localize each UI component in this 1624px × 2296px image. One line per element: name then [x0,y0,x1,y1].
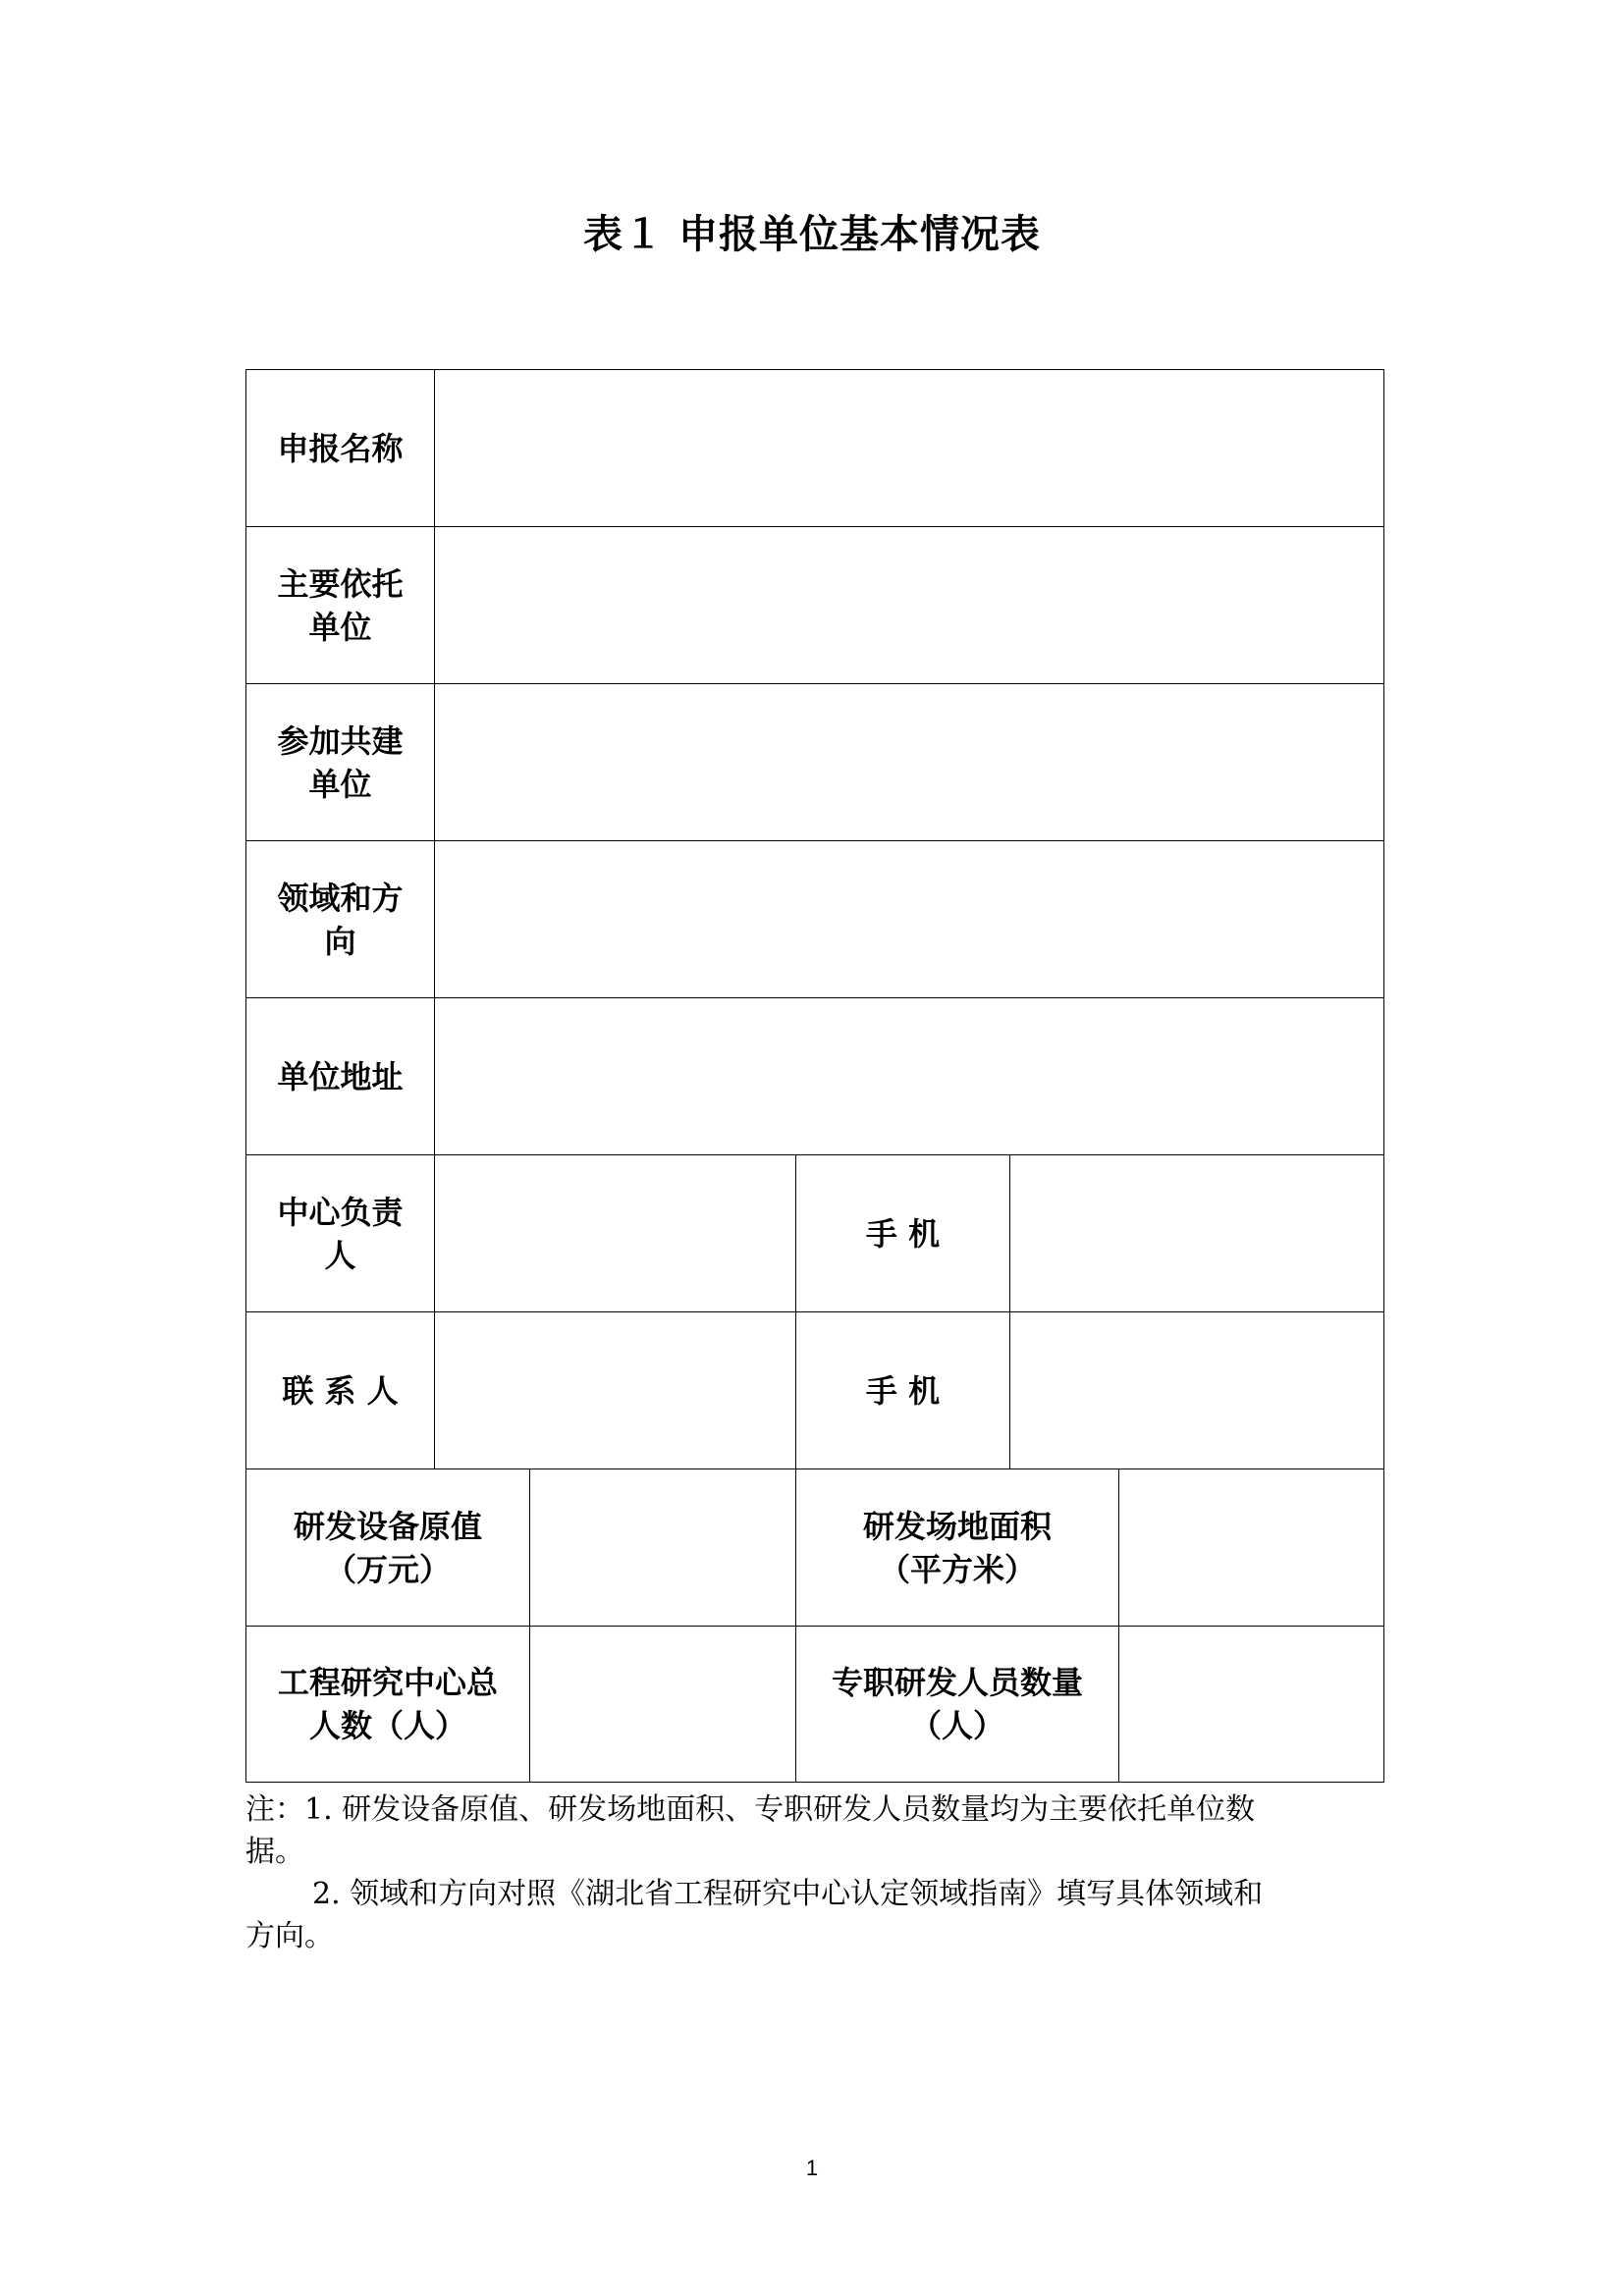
total-staff-field[interactable] [529,1626,796,1783]
label-line: 手 机 [865,1371,941,1410]
label-line: 研发场地面积 [862,1507,1052,1545]
label-line: 向 [324,922,356,960]
co-building-units-field[interactable] [434,683,1384,841]
label-center-leader [245,1154,435,1312]
label-contact-phone [795,1311,1010,1469]
label-leader-phone [795,1154,1010,1312]
leader-phone-field[interactable] [1009,1154,1384,1312]
label-total-staff [245,1626,530,1783]
note-2-line-2: 方向。 [245,1919,334,1953]
label-line: （平方米） [878,1550,1036,1588]
label-line: 单位地址 [277,1057,404,1095]
label-line: 单位 [308,608,372,646]
label-unit-address [245,997,435,1155]
label-line: 工程研究中心总 [277,1664,498,1701]
label-rd-site-area [795,1468,1119,1627]
rd-staff-count-field[interactable] [1118,1626,1384,1783]
page-number: 1 [805,2156,819,2180]
label-line: 领域和方 [277,879,404,917]
label-line: 中心负责 [277,1193,404,1231]
label-line: 专职研发人员数量 [831,1664,1083,1701]
label-line: 主要依托 [277,564,404,603]
contact-phone-field[interactable] [1009,1311,1384,1469]
label-line: 单位 [308,765,372,803]
label-main-host-unit [245,526,435,684]
note-2-line-1: 2. 领域和方向对照《湖北省工程研究中心认定领域指南》填写具体领域和 [312,1877,1264,1911]
label-line: （人） [909,1707,1004,1744]
label-line: 联 系 人 [282,1371,399,1410]
label-line: 人 [324,1236,356,1274]
application-name-field[interactable] [434,369,1384,527]
label-co-building-units [245,683,435,841]
label-line: 人数（人） [308,1707,466,1744]
center-leader-field[interactable] [434,1154,796,1312]
note-1-line-1: 注：1. 研发设备原值、研发场地面积、专职研发人员数量均为主要依托单位数 [245,1792,1256,1827]
label-line: 申报名称 [277,429,404,467]
basic-info-form [245,369,1384,1783]
label-field-and-direction [245,840,435,998]
label-line: （万元） [324,1550,451,1588]
label-application-name [245,369,435,527]
note-1-line-2: 据。 [245,1835,304,1869]
unit-address-field[interactable] [434,997,1384,1155]
rd-site-area-field[interactable] [1118,1468,1384,1627]
contact-person-field[interactable] [434,1311,796,1469]
page-title: 表１ 申报单位基本情况表 [583,211,1041,257]
main-host-unit-field[interactable] [434,526,1384,684]
label-line: 研发设备原值 [293,1507,482,1545]
label-rd-equipment-value [245,1468,530,1627]
label-line: 参加共建 [277,721,404,760]
label-line: 手 机 [865,1214,941,1253]
label-rd-staff-count [795,1626,1119,1783]
field-and-direction-field[interactable] [434,840,1384,998]
rd-equipment-value-field[interactable] [529,1468,796,1627]
label-contact-person [245,1311,435,1469]
